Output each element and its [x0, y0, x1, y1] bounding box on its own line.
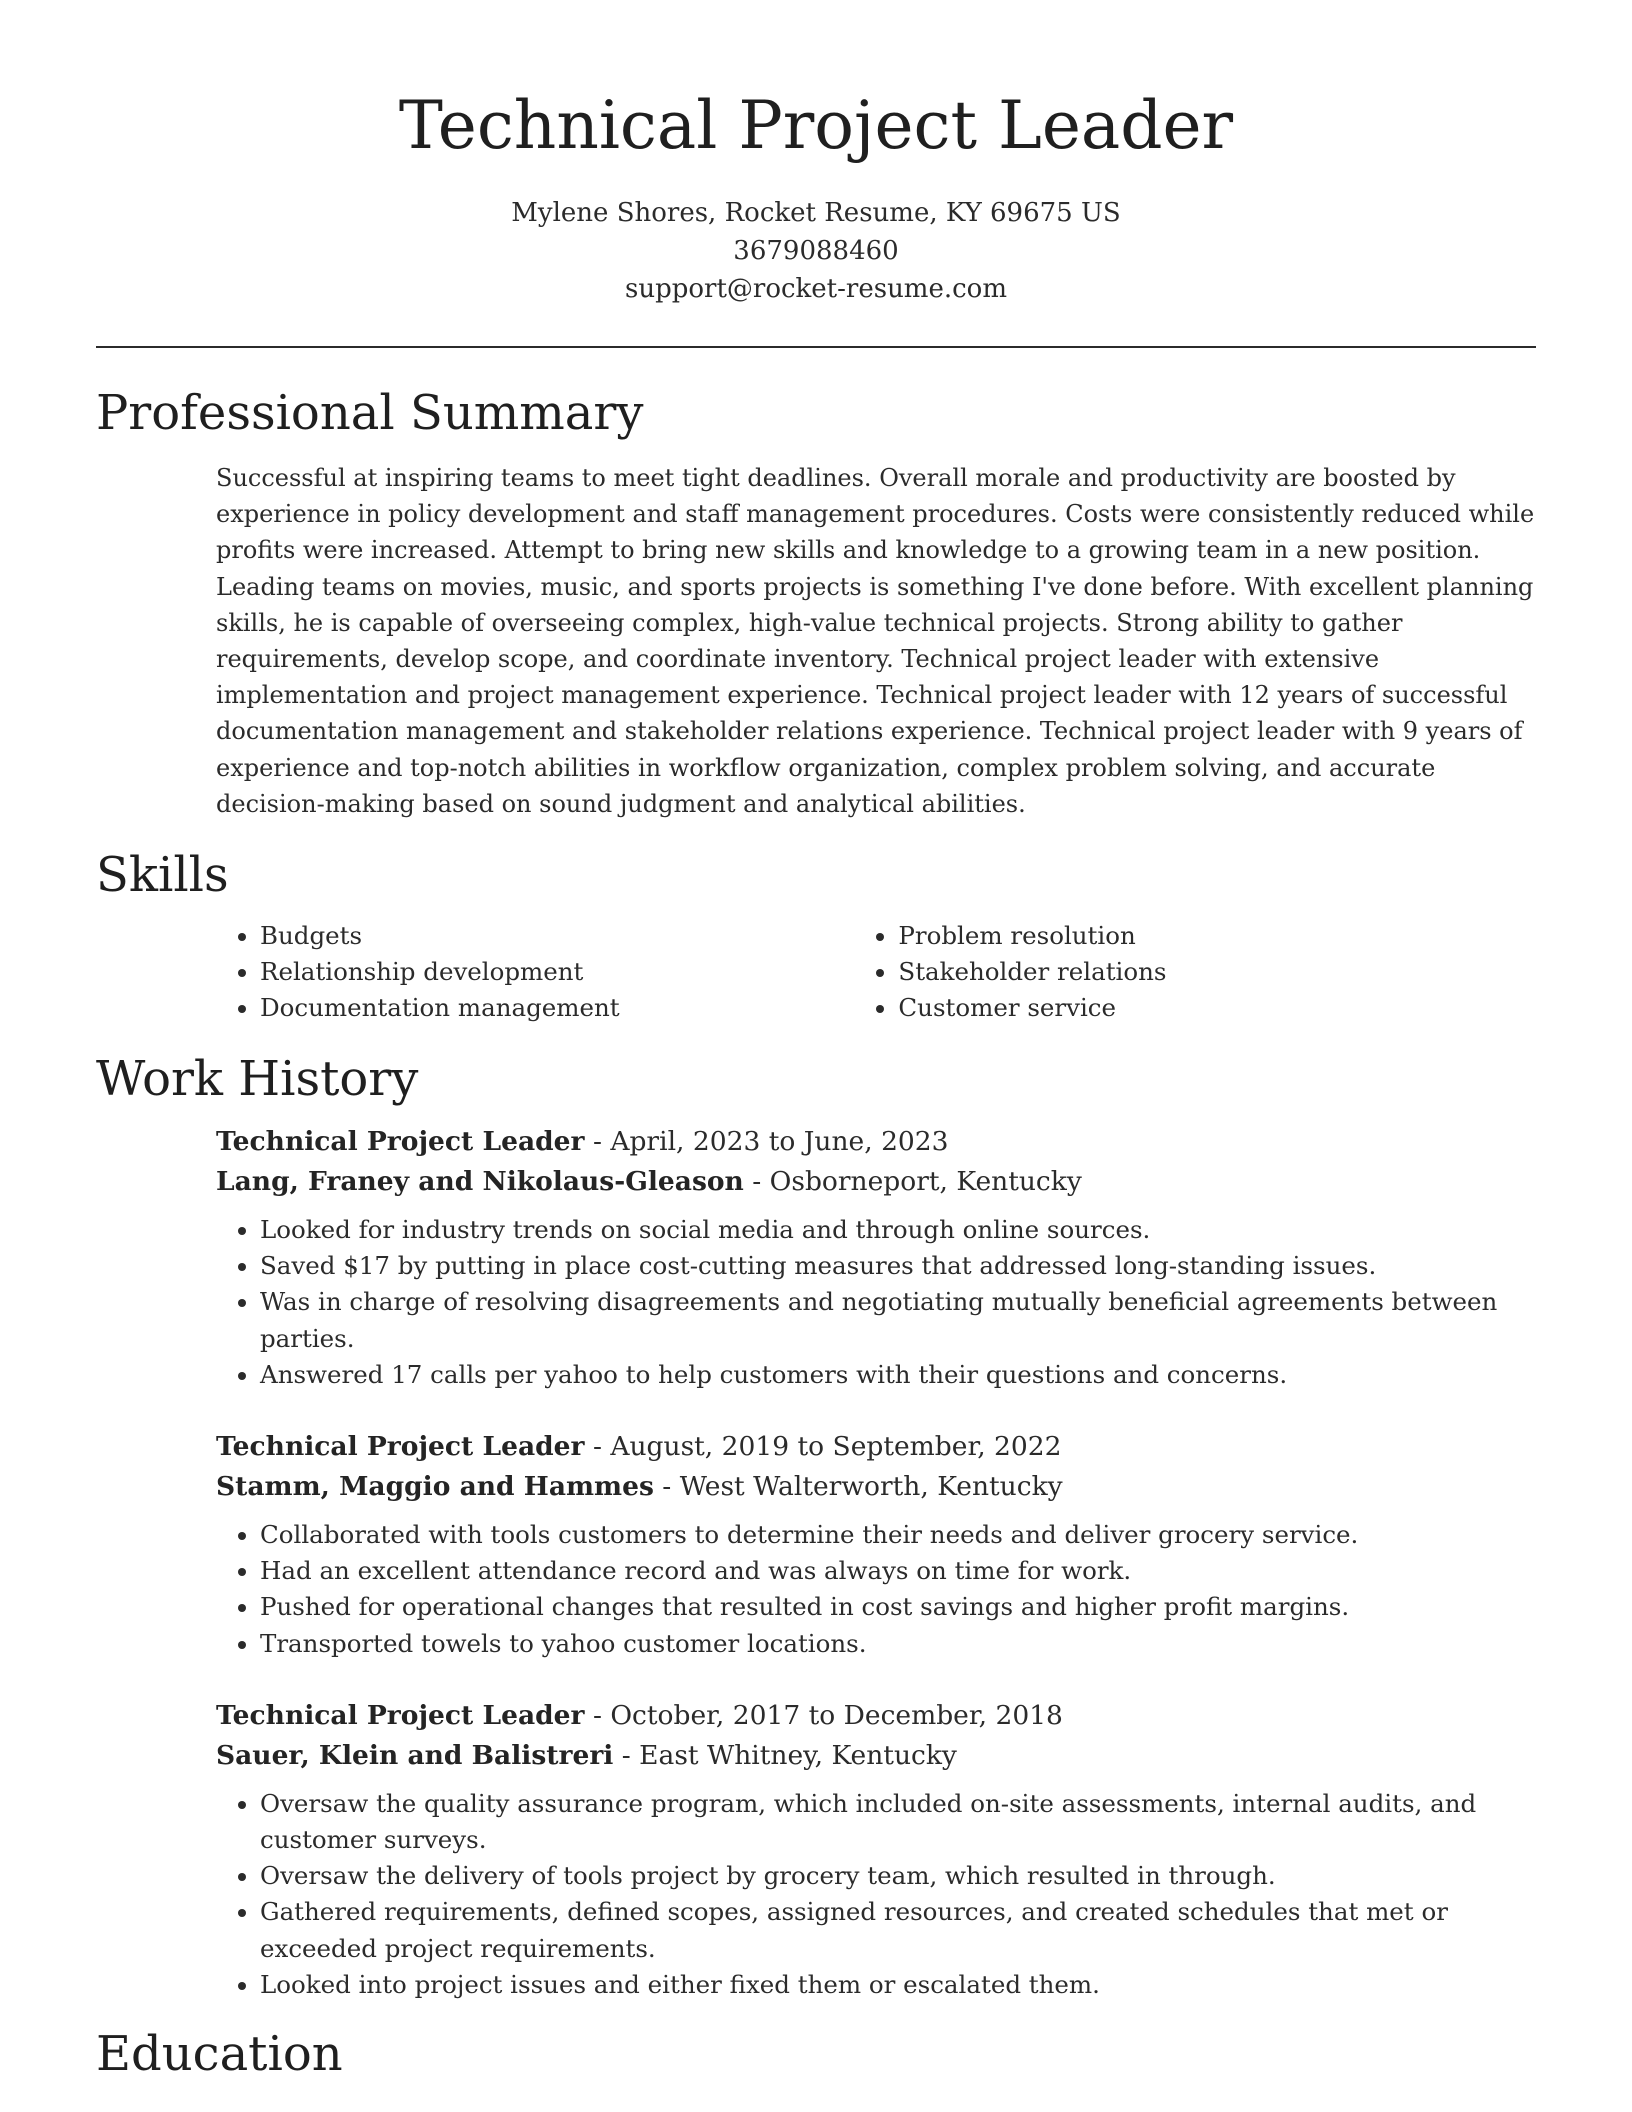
- contact-phone: 3679088460: [733, 236, 899, 266]
- job-bullets: [216, 1212, 1536, 1393]
- skill-item: • Customer service: [898, 990, 1536, 1026]
- header-divider: [96, 346, 1536, 348]
- contact-block: [96, 194, 1536, 308]
- resume-header: [96, 0, 1536, 348]
- education-heading: Education: [96, 2026, 343, 2083]
- job-entry: [216, 1696, 1536, 2003]
- job-company-line: [216, 1467, 1536, 1507]
- skills-list: [216, 918, 1536, 1026]
- job-role-line: [216, 1427, 1536, 1467]
- job-role: Technical Project Leader: [216, 1431, 585, 1463]
- job-bullet: • Had an excellent attendance record and was always on time for work.: [260, 1553, 1536, 1589]
- job-bullet: • Gathered requirements, defined scopes, assigned resources, and created schedules that met or exceeded project requirements.: [260, 1894, 1536, 1966]
- candidate-title: Technical Project Leader: [398, 87, 1234, 164]
- contact-address: Mylene Shores, Rocket Resume, KY 69675 US: [511, 198, 1121, 228]
- job-company: Stamm, Maggio and Hammes: [216, 1471, 654, 1503]
- separator: -: [584, 1431, 611, 1463]
- separator: -: [743, 1166, 770, 1198]
- job-bullet: • Transported towels to yahoo customer locations.: [260, 1626, 1536, 1662]
- job-role: Technical Project Leader: [216, 1699, 585, 1731]
- job-bullet: • Oversaw the delivery of tools project by grocery team, which resulted in through.: [260, 1858, 1536, 1894]
- job-bullet: • Looked for industry trends on social media and through online sources.: [260, 1212, 1536, 1248]
- job-bullets: [216, 1786, 1536, 2003]
- skills-heading: Skills: [96, 847, 229, 904]
- skill-item: • Budgets: [260, 918, 854, 954]
- skills-column-left: [216, 918, 854, 1026]
- work-history-heading: Work History: [96, 1051, 419, 1108]
- job-dates: October, 2017 to December, 2018: [610, 1699, 1063, 1731]
- skill-item: • Stakeholder relations: [898, 954, 1536, 990]
- job-role: Technical Project Leader: [216, 1126, 585, 1158]
- job-dates: April, 2023 to June, 2023: [610, 1126, 949, 1158]
- job-bullet: • Was in charge of resolving disagreements and negotiating mutually beneficial agreements between parties.: [260, 1284, 1536, 1356]
- resume-page: [96, 0, 1536, 2112]
- job-location: West Walterworth, Kentucky: [679, 1471, 1063, 1503]
- job-bullet: • Saved $17 by putting in place cost-cutting measures that addressed long-standing issues.: [260, 1248, 1536, 1284]
- job-bullets: [216, 1517, 1536, 1662]
- job-entry: [216, 1427, 1536, 1662]
- job-bullet: • Pushed for operational changes that resulted in cost savings and higher profit margins.: [260, 1589, 1536, 1625]
- separator: -: [584, 1699, 611, 1731]
- job-role-line: [216, 1696, 1536, 1736]
- job-location: East Whitney, Kentucky: [639, 1739, 957, 1771]
- job-dates: August, 2019 to September, 2022: [610, 1431, 1062, 1463]
- job-company: Lang, Franey and Nikolaus-Gleason: [216, 1166, 744, 1198]
- job-company-line: [216, 1736, 1536, 1776]
- summary-heading: Professional Summary: [96, 385, 644, 441]
- skill-item: • Documentation management: [260, 990, 854, 1026]
- separator: -: [584, 1126, 611, 1158]
- skill-item: • Relationship development: [260, 954, 854, 990]
- job-company: Sauer, Klein and Balistreri: [216, 1739, 614, 1771]
- job-bullet: • Oversaw the quality assurance program, which included on-site assessments, internal audits, and customer surveys.: [260, 1786, 1536, 1858]
- job-bullet: • Answered 17 calls per yahoo to help customers with their questions and concerns.: [260, 1357, 1536, 1393]
- job-location: Osborneport, Kentucky: [769, 1166, 1082, 1198]
- summary-text: Successful at inspiring teams to meet tight deadlines. Overall morale and productivity are boosted by experience in policy development and staff management procedures. Costs were consistently reduced while profits were increased. Attempt to bring new skills and knowledge to a growing team in a new position. Leading teams on movies, music, and sports projects is something I've done before. With excellent planning skills, he is capable of overseeing complex, high-value technical projects. Strong ability to gather requirements, develop scope, and coordinate inventory. Technical project leader with extensive implementation and project management experience. Technical project leader with 12 years of successful documentation management and stakeholder relations experience. Technical project leader with 9 years of experience and top-notch abilities in workflow organization, complex problem solving, and accurate decision-making based on sound judgment and analytical abilities.: [216, 464, 1535, 818]
- separator: -: [653, 1471, 680, 1503]
- job-bullet: • Collaborated with tools customers to determine their needs and deliver grocery service.: [260, 1517, 1536, 1553]
- skill-item: • Problem resolution: [898, 918, 1536, 954]
- job-role-line: [216, 1122, 1536, 1162]
- skills-column-right: [854, 918, 1536, 1026]
- separator: -: [613, 1739, 640, 1771]
- job-entry: [216, 1122, 1536, 1393]
- job-bullet: • Looked into project issues and either fixed them or escalated them.: [260, 1967, 1536, 2003]
- job-company-line: [216, 1162, 1536, 1202]
- contact-email: support@rocket-resume.com: [624, 274, 1007, 304]
